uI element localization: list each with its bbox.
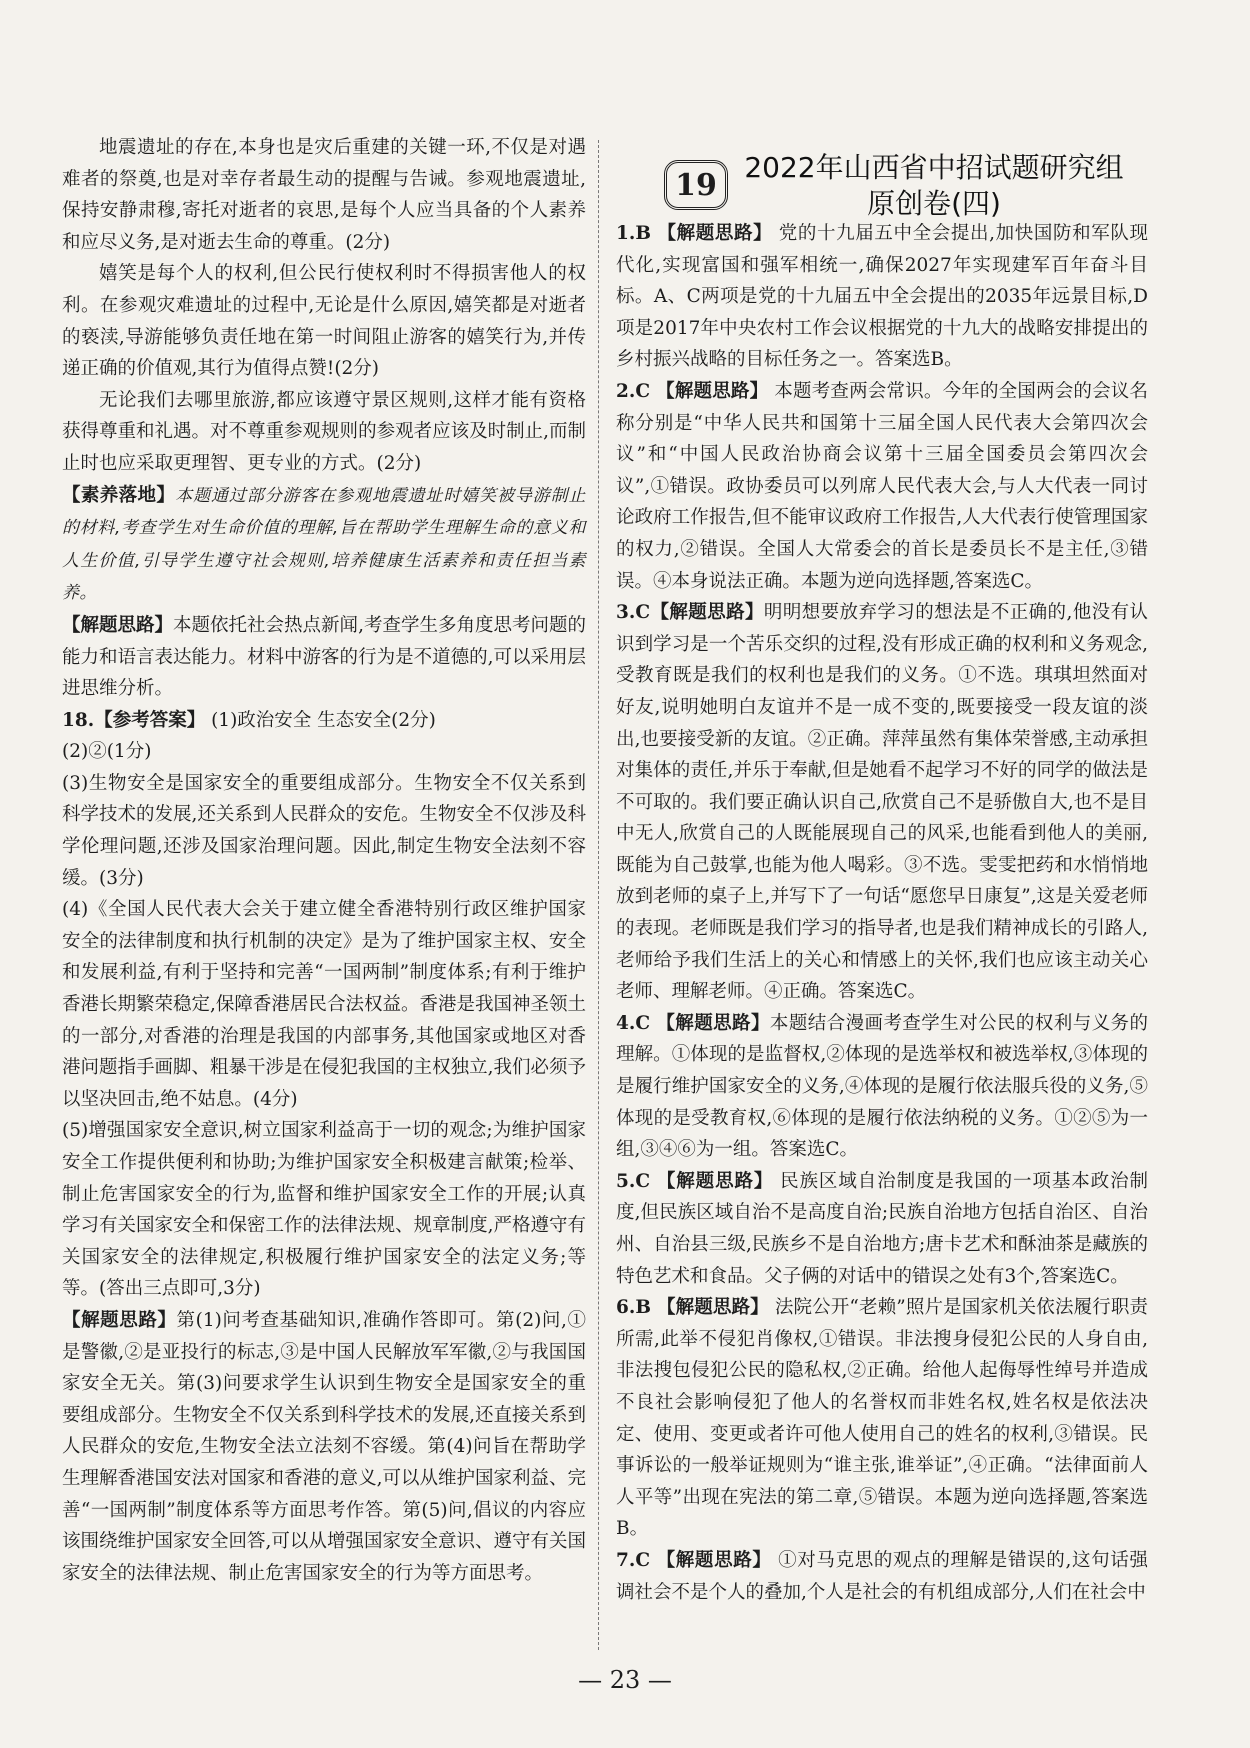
question-text: 民族区域自治制度是我国的一项基本政治制度,但民族区域自治不是高度自治;民族自治地方包括自治区、自治州、自治县三级,民族乡不是自治地方;唐卡艺术和酥油茶是藏族的特色艺术和食品。父子俩的对话中的错误之处有3个,答案选C。 (616, 1170, 1148, 1287)
question-number: 4.C (616, 1012, 651, 1034)
question-number: 7.C (616, 1549, 651, 1571)
section-tag: 【解题思路】 (62, 1309, 177, 1331)
question-number: 3.C (616, 602, 651, 624)
question-text: ①对马克思的观点的理解是错误的,这句话强调社会不是个人的叠加,个人是社会的有机组成部分,人们在社会中 (616, 1549, 1148, 1603)
section-tag: 【解题思路】 (656, 1012, 770, 1034)
paragraph: 嬉笑是每个人的权利,但公民行使权利时不得损害他人的权利。在参观灾难遗址的过程中,无论是什么原因,嬉笑都是对逝者的亵渎,导游能够负责任地在第一时间阻止游客的嬉笑行为,并传递正确的价值观,其行为值得点赞!(2分) (62, 263, 586, 380)
question-3 (616, 597, 1148, 1008)
section-tag: 【参考答案】 (94, 709, 206, 731)
answer-4: (4)《全国人民代表大会关于建立健全香港特别行政区维护国家安全的法律制度和执行机制的决定》是为了维护国家主权、安全和发展利益,有利于坚持和完善“一国两制”制度体系;有利于维护香港长期繁荣稳定,保障香港居民合法权益。香港是我国神圣领土的一部分,对香港的治理是我国的内部事务,其他国家或地区对香港问题指手画脚、粗暴干涉是在侵犯我国的主权独立,我们必须予以坚决回击,绝不姑息。(4分) (62, 899, 586, 1110)
suyang-block (62, 480, 586, 610)
question-2 (616, 376, 1148, 597)
section-title-line1: 2022年山西省中招试题研究组 (744, 151, 1124, 184)
question-5 (616, 1166, 1148, 1292)
section-number-badge: 19 (664, 160, 728, 210)
section-tag: 【素养落地】 (62, 484, 176, 506)
column-divider (598, 140, 599, 1650)
question-1 (616, 218, 1148, 376)
section-tag: 【解题思路】 (650, 602, 764, 624)
question-text: 本题结合漫画考查学生对公民的权利与义务的理解。①体现的是监督权,②体现的是选举权和被选举权,③体现的是履行维护国家安全的义务,④体现的是履行依法服兵役的义务,⑤体现的是受教育权,⑥体现的是履行依法纳税的义务。①②⑤为一组,③④⑥为一组。答案选C。 (616, 1012, 1148, 1161)
question-text: 党的十九届五中全会提出,加快国防和军队现代化,实现富国和强军相统一,确保2027年实现建军百年奋斗目标。A、C两项是党的十九届五中全会提出的2035年远景目标,D项是2017年中央农村工作会议根据党的十九大的战略安排提出的乡村振兴战略的目标任务之一。答案选B。 (616, 223, 1148, 371)
answer-2: (2)②(1分) (62, 741, 152, 763)
question-number: 5.C (616, 1170, 651, 1192)
question-number: 2.C (616, 380, 651, 402)
suyang-text: 本题通过部分游客在参观地震遗址时嬉笑被导游制止的材料,考查学生对生命价值的理解,旨在帮助学生理解生命的意义和人生价值,引导学生遵守社会规则,培养健康生活素养和责任担当素养。 (62, 485, 586, 604)
section-title-line2: 原创卷(四) (867, 187, 1001, 220)
paragraph: 无论我们去哪里旅游,都应该遵守景区规则,这样才能有资格获得尊重和礼遇。对不尊重参观规则的参观者应该及时制止,而制止时也应采取更理智、更专业的方式。(2分) (62, 389, 586, 474)
question-6 (616, 1292, 1148, 1545)
q18-silu-text: 第(1)问考查基础知识,准确作答即可。第(2)问,①是警徽,②是亚投行的标志,③是中国人民解放军军徽,②与我国国家安全无关。第(3)问要求学生认识到生物安全是国家安全的重要组成部分。生物安全不仅关系到科学技术的发展,还直接关系到人民群众的安危,生物安全法立法刻不容缓。第(4)问旨在帮助学生理解香港国安法对国家和香港的意义,可以从维护国家利益、完善“一国两制”制度体系等方面思考作答。第(5)问,倡议的内容应该围绕维护国家安全回答,可以从增强国家安全意识、遵守有关国家安全的法律法规、制止危害国家安全的行为等方面思考。 (62, 1309, 586, 1584)
section-title (734, 150, 1134, 222)
section-tag: 【解题思路】 (657, 223, 773, 244)
section-header (664, 150, 1134, 220)
question-text: 法院公开“老赖”照片是国家机关依法履行职责所需,此举不侵犯肖像权,①错误。非法搜身侵犯公民的人身自由,非法搜包侵犯公民的隐私权,②正确。给他人起侮辱性绰号并造成不良社会影响侵犯了他人的名誉权而非姓名权,姓名权是依法决定、使用、变更或者许可他人使用自己的姓名的权利,③错误。民事诉讼的一般举证规则为“谁主张,谁举证”,④正确。“法律面前人人平等”出现在宪法的第二章,⑤错误。本题为逆向选择题,答案选B。 (616, 1297, 1148, 1540)
page-number: — 23 — (578, 1666, 672, 1694)
answer-1: (1)政治安全 生态安全(2分) (211, 709, 436, 731)
right-column (616, 218, 1148, 1608)
question-number: 1.B (616, 223, 651, 244)
section-tag: 【解题思路】 (656, 1297, 769, 1319)
question-text: 本题考查两会常识。今年的全国两会的会议名称分别是“中华人民共和国第十三届全国人民代表大会第四次会议”和“中国人民政治协商会议第十三届全国委员会第四次会议”,①错误。政协委员可以列席人民代表大会,与人大代表一同讨论政府工作报告,但不能审议政府工作报告,人大代表行使管理国家的权力,②错误。全国人大常委会的首长是委员长不是主任,③错误。④本身说法正确。本题为逆向选择题,答案选C。 (616, 380, 1148, 592)
section-tag: 【解题思路】 (62, 614, 174, 636)
answer-3: (3)生物安全是国家安全的重要组成部分。生物安全不仅关系到科学技术的发展,还关系到人民群众的安危。生物安全不仅涉及科学伦理问题,还涉及国家治理问题。因此,制定生物安全法刻不容缓。(3分) (62, 772, 586, 889)
silu-block (62, 610, 586, 705)
question-number: 18. (62, 709, 95, 731)
left-column (62, 132, 586, 1589)
question-4 (616, 1008, 1148, 1166)
q18-silu-block (62, 1305, 586, 1589)
paragraph: 地震遗址的存在,本身也是灾后重建的关键一环,不仅是对遇难者的祭奠,也是对幸存者最生动的提醒与告诫。参观地震遗址,保持安静肃穆,寄托对逝者的哀思,是每个人应当具备的个人素养和应尽义务,是对逝去生命的尊重。(2分) (62, 137, 586, 253)
silu-text: 本题依托社会热点新闻,考查学生多角度思考问题的能力和语言表达能力。材料中游客的行为是不道德的,可以采用层进思维分析。 (62, 614, 586, 700)
section-tag: 【解题思路】 (656, 1170, 774, 1192)
section-tag: 【解题思路】 (656, 1549, 772, 1571)
question-number: 6.B (616, 1297, 651, 1319)
question-7 (616, 1545, 1148, 1608)
answer-5: (5)增强国家安全意识,树立国家利益高于一切的观念;为维护国家安全工作提供便利和协助;为维护国家安全积极建言献策;检举、制止危害国家安全的行为,监督和维护国家安全工作的开展;认真学习有关国家安全和保密工作的法律法规、规章制度,严格遵守有关国家安全的法律规定,积极履行维护国家安全的法定义务;等等。(答出三点即可,3分) (62, 1120, 586, 1300)
section-tag: 【解题思路】 (656, 380, 769, 402)
question-18 (62, 705, 586, 737)
question-text: 明明想要放弃学习的想法是不正确的,他没有认识到学习是一个苦乐交织的过程,没有形成正确的权利和义务观念,受教育既是我们的权利也是我们的义务。①不选。琪琪坦然面对好友,说明她明白友谊并不是一成不变的,既要接受一段友谊的淡出,也要接受新的友谊。②正确。萍萍虽然有集体荣誉感,主动承担对集体的责任,并乐于奉献,但是她看不起学习不好的同学的做法是不可取的。我们要正确认识自己,欣赏自己不是骄傲自大,也不是目中无人,欣赏自己的人既能展现自己的风采,也能看到他人的美丽,既能为自己鼓掌,也能为他人喝彩。③不选。雯雯把药和水悄悄地放到老师的桌子上,并写下了一句话“愿您早日康复”,这是关爱老师的表现。老师既是我们学习的指导者,也是我们精神成长的引路人,老师给予我们生活上的关心和情感上的关怀,我们也应该主动关心老师、理解老师。④正确。答案选C。 (616, 602, 1148, 1003)
